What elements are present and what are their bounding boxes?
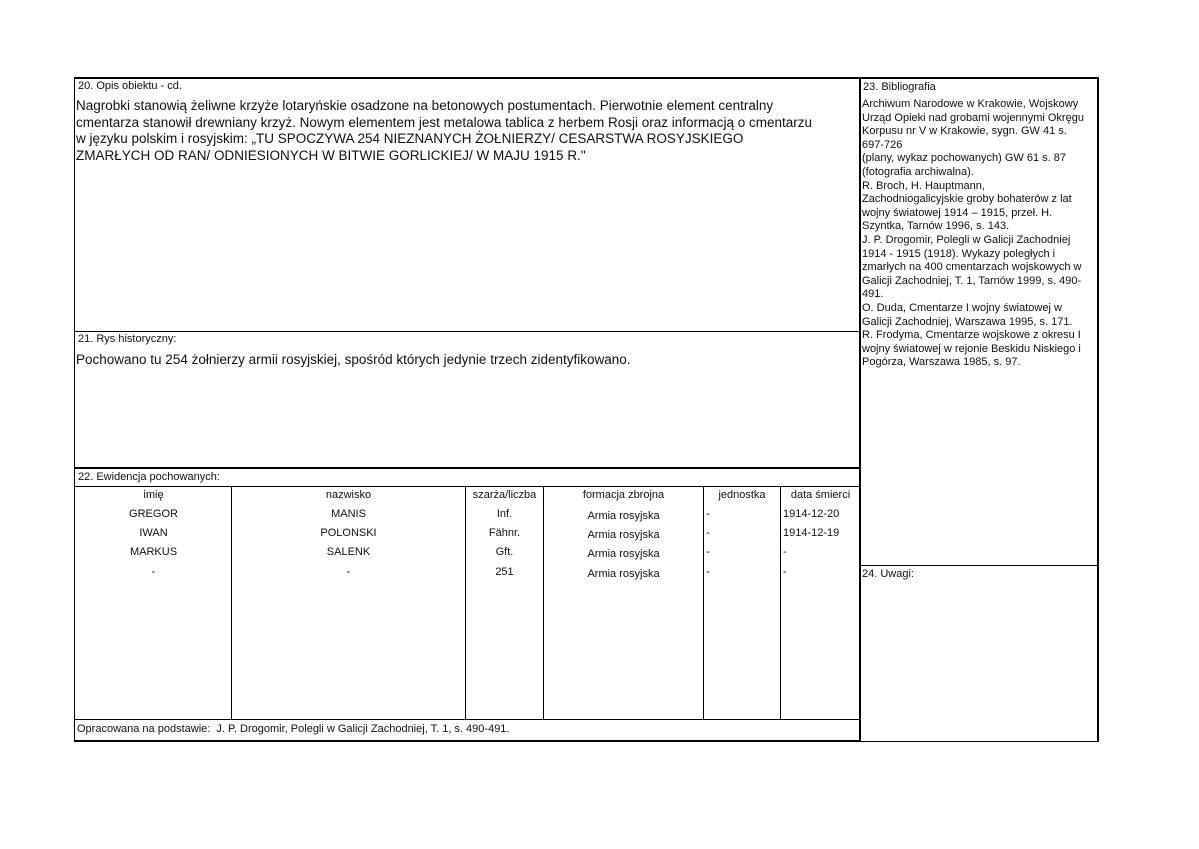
table-cell: - xyxy=(706,566,710,578)
section-21-label: 21. Rys historyczny: xyxy=(78,333,177,345)
table-cell: 1914-12-20 xyxy=(783,508,840,520)
section-21-text: Pochowano tu 254 żołnierzy armii rosyjskiej, spośród których jedynie trzech zidentyfikowano. xyxy=(76,352,631,367)
section-20-text: Nagrobki stanowią żeliwne krzyże lotaryńskie osadzone na betonowych postumentach. Pierwotnie element centralny cmentarza stanowił drewniany krzyż. Nowym elementem jest metalowa tablica z herbem Rosji oraz informacją o cmentarzu w języku polskim i rosyjskim: „TU SPOCZYWA 254 NIEZNANYCH ŻOŁNIERZY/ CESARSTWA ROSYJSKIEGO ZMARŁYCH OD RAN/ ODNIESIONYCH W BITWIE GORLICKIEJ/ W MAJU 1915 R." xyxy=(76,98,813,163)
section-22-label: 22. Ewidencja pochowanych: xyxy=(78,471,220,483)
bibliography-text: Archiwum Narodowe w Krakowie, Wojskowy Urząd Opieki nad grobami wojennymi Okręgu Korpusu nr V w Krakowie, sygn. GW 41 s. 697-726 (plany, wykaz pochowanych) GW 61 s. 87 (fotografia archiwalna). R. Broch, H. Hauptmann, Zachodniogalicyjskie groby bohaterów z lat wojny światowej 1914 – 1915, przeł. H. Szyntka, Tarnów 1996, s. 143. J. P. Drogomir, Polegli w Galicji Zachodniej 1914 - 1915 (1918). Wykazy poległych i zmarłych na 400 cmentarzach wojskowych w Galicji Zachodniej, T. 1, Tarnów 1999, s. 490- 491. O. Duda, Cmentarze I wojny światowej w Galicji Zachodniej, Warszawa 1995, s. 171. R. Frodyma, Cmentarze wojskowe z okresu I wojny światowej w rejonie Beskidu Niskiego i Pogórza, Warszawa 1985, s. 97. xyxy=(862,98,1084,369)
header-szarza: szarża/liczba xyxy=(472,489,537,501)
table-cell: Fähnr. xyxy=(488,527,521,539)
section-24-label: 24. Uwagi: xyxy=(862,568,914,580)
table-cell: - xyxy=(706,527,710,539)
table-cell: 1914-12-19 xyxy=(783,527,840,539)
table-cell: IWAN xyxy=(139,527,168,539)
table-cell: SALENK xyxy=(326,546,371,558)
form-frame xyxy=(74,77,861,742)
table-cell: Armia rosyjska xyxy=(587,510,660,522)
table-cell: - xyxy=(783,546,787,558)
table-cell: Armia rosyjska xyxy=(587,568,660,580)
section-20-label: 20. Opis obiektu - cd. xyxy=(78,80,182,92)
table-cell: - xyxy=(783,566,787,578)
table-cell: - xyxy=(346,566,351,578)
source-note: Opracowana na podstawie: J. P. Drogomir, Polegli w Galicji Zachodniej, T. 1, s. 490-491. xyxy=(77,723,510,735)
header-data-smierci: data śmierci xyxy=(790,489,851,501)
table-cell: Inf. xyxy=(496,508,513,520)
table-cell: Armia rosyjska xyxy=(587,529,660,541)
divider-21-22 xyxy=(75,467,860,469)
header-imie: imię xyxy=(143,489,164,501)
table-cell: - xyxy=(706,546,710,558)
table-cell: POLONSKI xyxy=(320,527,377,539)
section-23-label: 23. Bibliografia xyxy=(863,81,936,93)
header-formacja: formacja zbrojna xyxy=(582,489,665,501)
table-cell: GREGOR xyxy=(129,508,178,520)
divider-20-21 xyxy=(75,331,860,332)
divider-23-24 xyxy=(860,565,1099,566)
col-sep-4 xyxy=(703,486,704,719)
table-cell: Gft. xyxy=(495,546,514,558)
col-sep-5 xyxy=(780,486,781,719)
table-cell: 251 xyxy=(495,566,514,578)
table-cell: - xyxy=(706,508,710,520)
header-jednostka: jednostka xyxy=(718,489,766,501)
header-nazwisko: nazwisko xyxy=(325,489,372,501)
table-cell: MANIS xyxy=(331,508,366,520)
ewidencja-header-divider xyxy=(75,486,860,487)
table-cell: Armia rosyjska xyxy=(587,548,660,560)
table-cell: MARKUS xyxy=(129,546,178,558)
table-cell: - xyxy=(151,566,156,578)
footer-divider xyxy=(75,719,860,720)
